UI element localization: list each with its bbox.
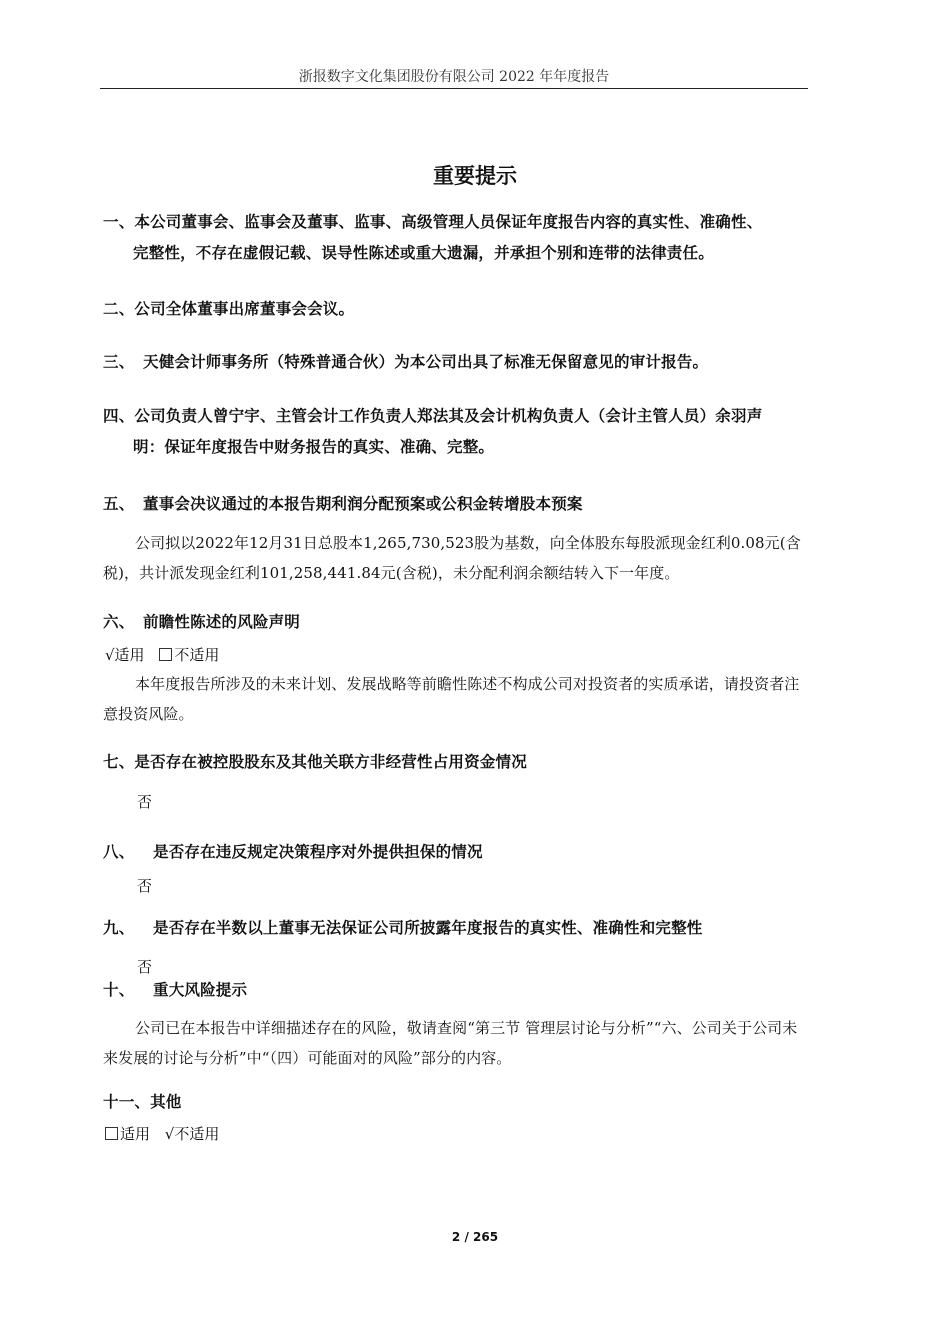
section-number: 三、 [103,353,135,371]
section-text: 本公司董事会、监事会及董事、监事、高级管理人员保证年度报告内容的真实性、准确性、 [134,213,763,231]
section-text-continued: 完整性，不存在虚假记载、误导性陈述或重大遗漏，并承担个别和连带的法律责任。 [133,244,714,262]
answer-9: 否 [137,958,153,976]
section-number: 八、 [103,843,135,861]
answer-8: 否 [137,877,153,895]
section-text: 其他 [150,1093,182,1111]
option-not-applicable [159,643,219,667]
option-applicable [105,1122,150,1146]
section-11 [103,1087,808,1118]
section-text: 是否存在被控股股东及其他关联方非经营性占用资金情况 [134,753,527,771]
section-number: 十一、 [103,1093,151,1111]
section-number: 四、 [103,407,135,425]
section-number: 七、 [103,753,135,771]
option-label: 不适用 [174,646,220,664]
section-6 [103,607,808,638]
section-number: 一、 [103,213,135,231]
option-label: 适用 [120,1125,151,1143]
section-1 [103,207,808,269]
risk-paragraph: 公司已在本报告中详细描述存在的风险，敬请查阅“第三节 管理层讨论与分析”“六、公司关于公司未来发展的讨论与分析”中“（四）可能面对的风险”部分的内容。 [103,1019,798,1067]
section-5 [103,489,808,520]
applicability-options-11 [105,1122,219,1146]
section-9 [103,913,808,944]
section-text: 公司全体董事出席董事会会议。 [134,300,355,318]
section-number: 二、 [103,300,135,318]
section-8 [103,837,808,868]
section-3 [103,347,808,378]
option-applicable-checked: √适用 [105,646,145,664]
dividend-paragraph: 公司拟以2022年12月31日总股本1,265,730,523股为基数，向全体股东每股派现金红利0.08元(含税)，共计派发现金红利101,258,441.84元(含税)，未分配利润余额结转入下一年度。 [103,534,801,582]
section-2 [103,294,808,325]
section-text: 天健会计师事务所（特殊普通合伙）为本公司出具了标准无保留意见的审计报告。 [143,353,709,371]
section-7 [103,747,808,778]
section-text: 重大风险提示 [153,981,248,999]
option-not-applicable-checked: √不适用 [164,1125,220,1143]
section-text: 公司负责人曾宁宇、主管会计工作负责人郑法其及会计机构负责人（会计主管人员）余羽声 [134,407,763,425]
page-number: 2 / 265 [451,1230,499,1244]
applicability-options-6 [105,643,219,667]
checkbox-empty-icon [105,1127,118,1140]
answer-7: 否 [137,793,153,811]
section-number: 十、 [103,981,135,999]
section-number: 六、 [103,613,135,631]
section-text: 是否存在违反规定决策程序对外提供担保的情况 [153,843,483,861]
section-number: 五、 [103,495,135,513]
page-title: 重要提示 [433,164,517,188]
section-number: 九、 [103,919,135,937]
section-text: 是否存在半数以上董事无法保证公司所披露年度报告的真实性、准确性和完整性 [153,919,703,937]
page-header: 浙报数字文化集团股份有限公司 2022 年年度报告 [298,69,610,85]
section-4 [103,401,808,463]
checkbox-empty-icon [159,648,172,661]
section-text-continued: 明：保证年度报告中财务报告的真实、准确、完整。 [133,438,495,456]
section-text: 前瞻性陈述的风险声明 [143,613,301,631]
forward-looking-paragraph: 本年度报告所涉及的未来计划、发展战略等前瞻性陈述不构成公司对投资者的实质承诺，请投资者注意投资风险。 [103,675,800,723]
header-divider [100,88,808,89]
section-text: 董事会决议通过的本报告期利润分配预案或公积金转增股本预案 [143,495,583,513]
section-10 [103,975,808,1006]
